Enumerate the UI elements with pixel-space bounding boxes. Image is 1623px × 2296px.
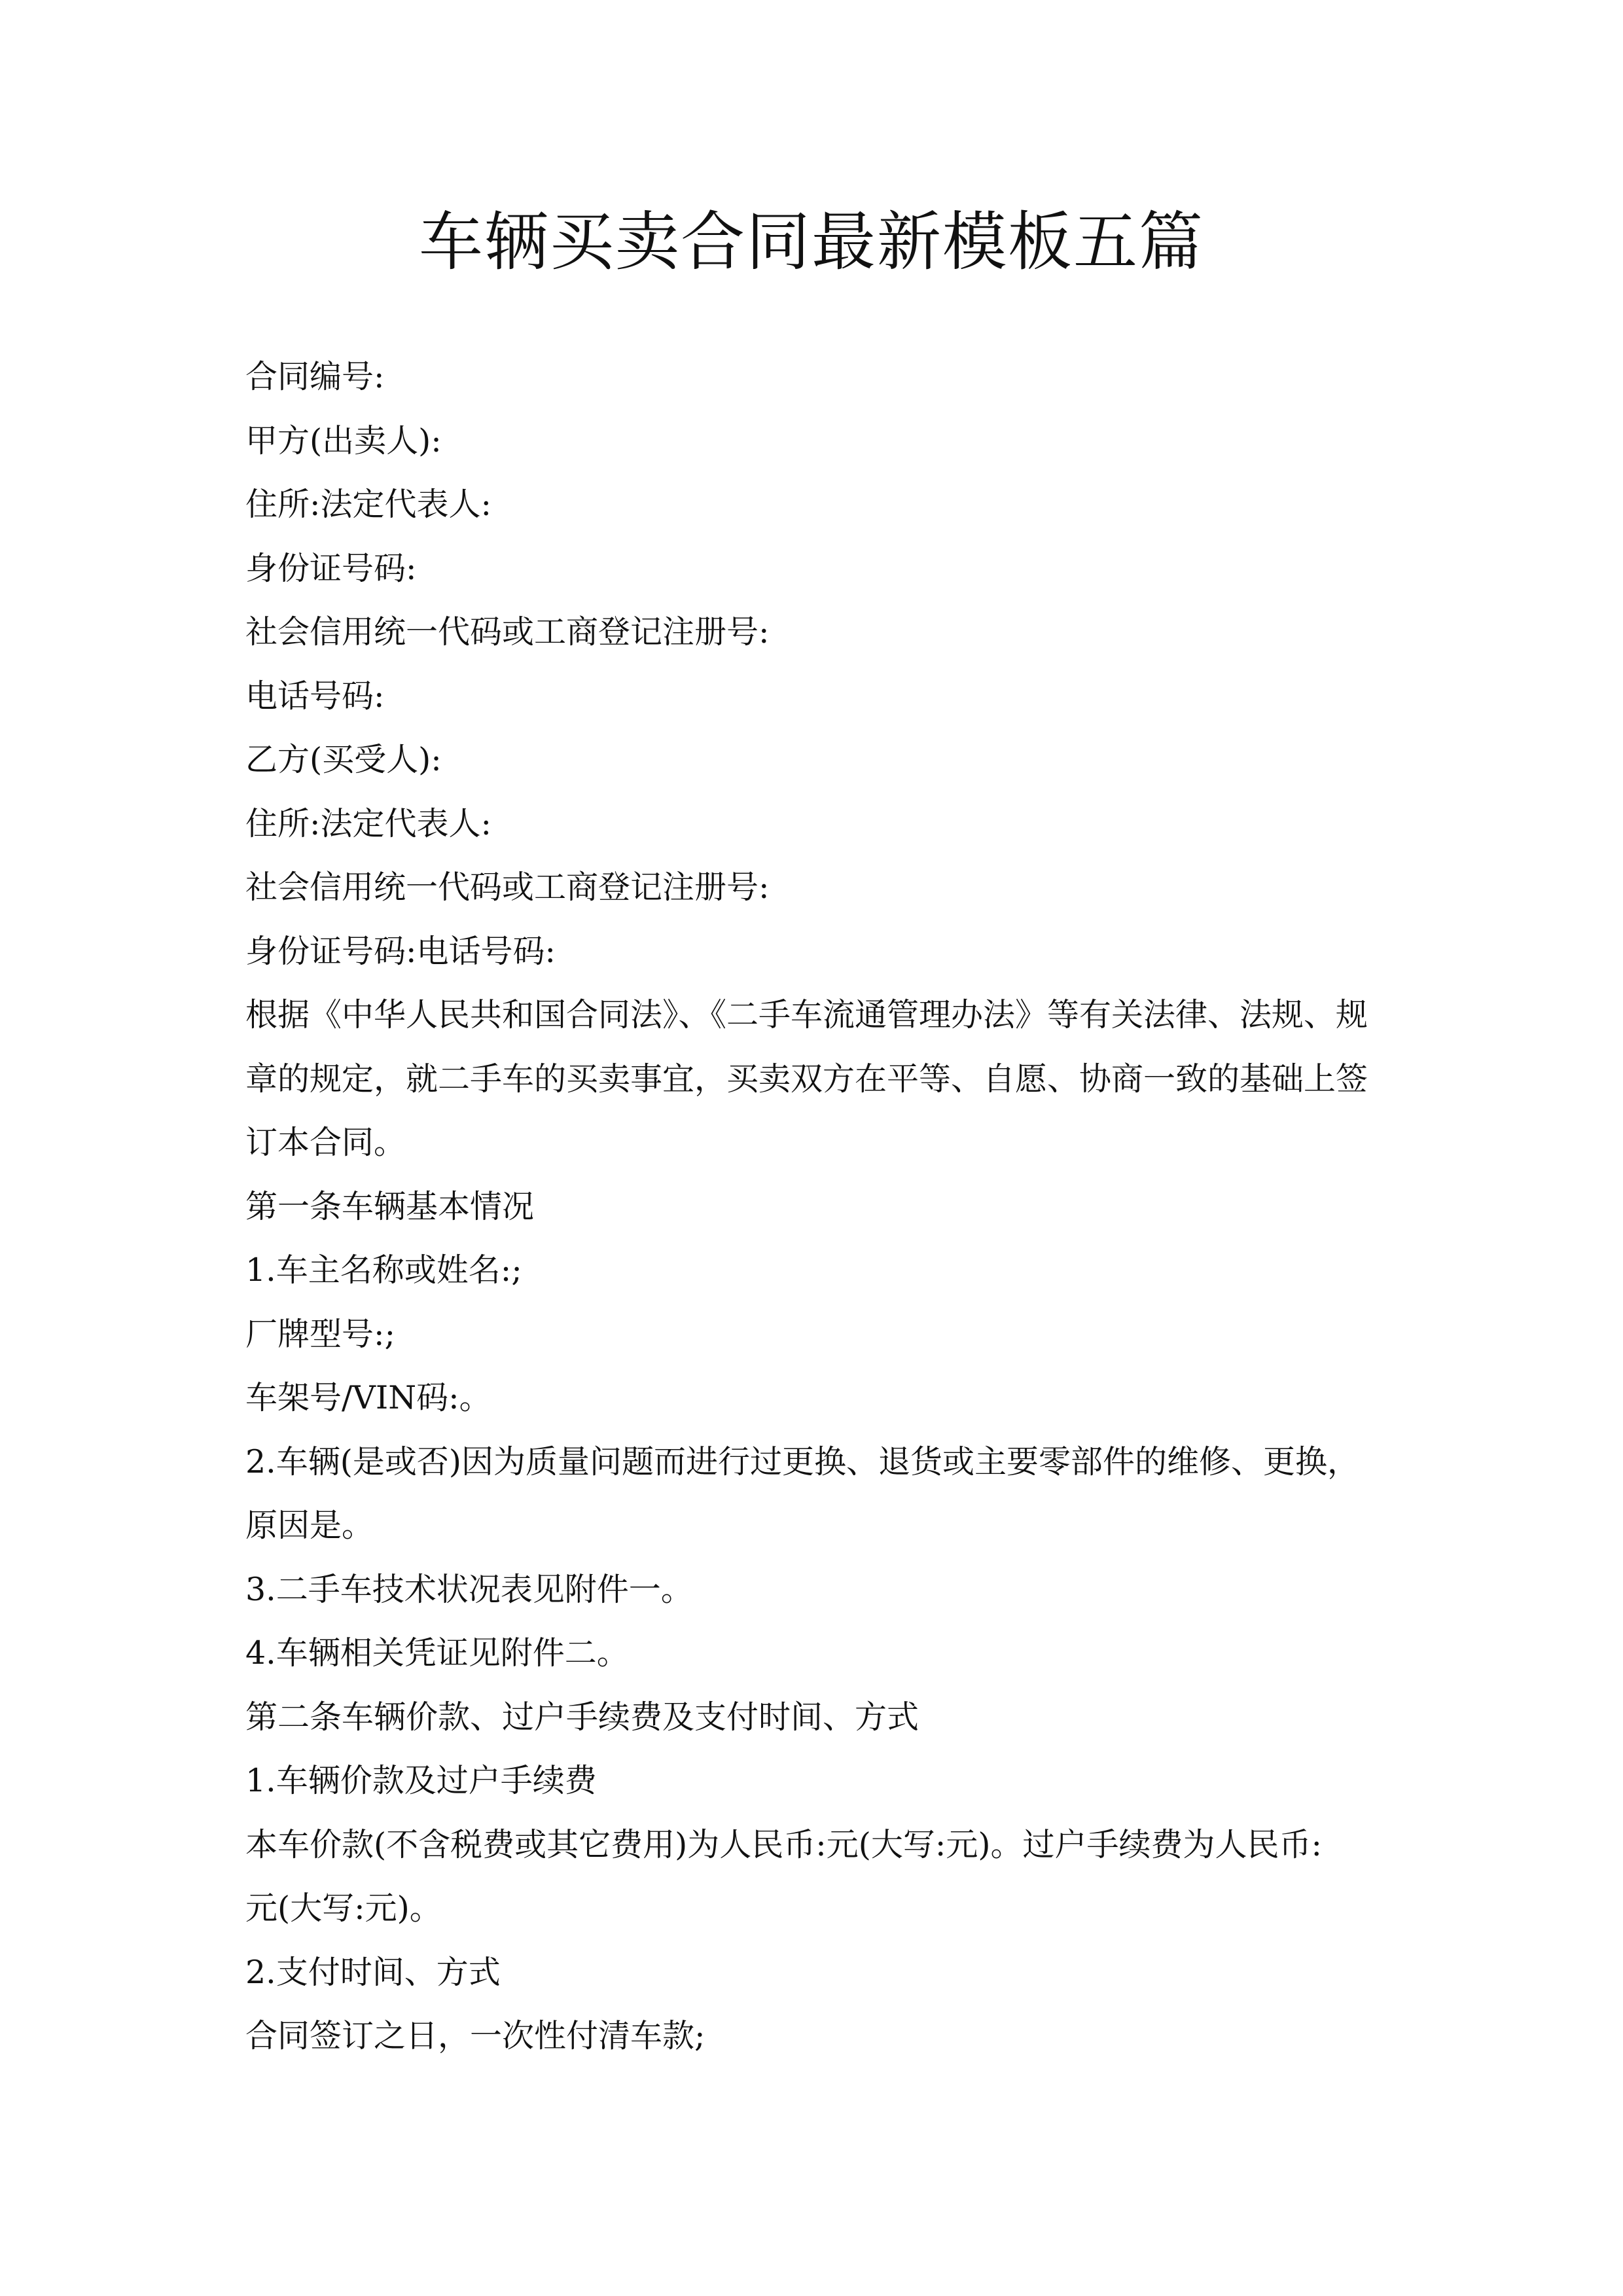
text-line: 根据《中华人民共和国合同法》、《二手车流通管理办法》等有关法律、法规、规 [245, 996, 1368, 1033]
text-line: 合同签订之日，一次性付清车款; [245, 2017, 705, 2054]
text-line: 原因是。 [245, 1507, 374, 1544]
text-line: 车架号/VIN码:。 [245, 1379, 491, 1416]
text-line: 厂牌型号:; [245, 1315, 396, 1353]
text-line: 章的规定，就二手车的买卖事宜，买卖双方在平等、自愿、协商一致的基础上签 [245, 1060, 1368, 1098]
text-line: 甲方(出卖人): [245, 422, 442, 459]
text-line: 第一条车辆基本情况 [245, 1187, 535, 1225]
text-line: 合同编号: [245, 358, 385, 395]
text-line: 2.车辆(是或否)因为质量问题而进行过更换、退货或主要零部件的维修、更换， [245, 1443, 1359, 1480]
text-line: 元(大写:元)。 [245, 1890, 442, 1927]
document-body [245, 345, 1397, 2068]
text-line: 本车价款(不含税费或其它费用)为人民币:元(大写:元)。过户手续费为人民币: [245, 1825, 1322, 1863]
text-line: 住所:法定代表人: [245, 804, 492, 842]
text-line: 社会信用统一代码或工商登记注册号: [245, 869, 770, 906]
text-line: 社会信用统一代码或工商登记注册号: [245, 613, 770, 651]
text-line: 住所:法定代表人: [245, 486, 492, 523]
text-line: 1.车主名称或姓名:; [245, 1251, 522, 1289]
text-line: 订本合同。 [245, 1124, 406, 1161]
text-line: 身份证号码:电话号码: [245, 932, 556, 970]
text-line: 电话号码: [245, 677, 385, 715]
text-line: 1.车辆价款及过户手续费 [245, 1762, 597, 1799]
text-line: 3.二手车技术状况表见附件一。 [245, 1570, 693, 1608]
text-line: 4.车辆相关凭证见附件二。 [245, 1634, 629, 1672]
document-title: 车辆买卖合同最新模板五篇 [418, 205, 1204, 279]
text-line: 2.支付时间、方式 [245, 1953, 501, 1991]
text-line: 身份证号码: [245, 549, 417, 587]
text-line: 乙方(买受人): [245, 741, 442, 778]
text-line: 第二条车辆价款、过户手续费及支付时间、方式 [245, 1698, 919, 1736]
